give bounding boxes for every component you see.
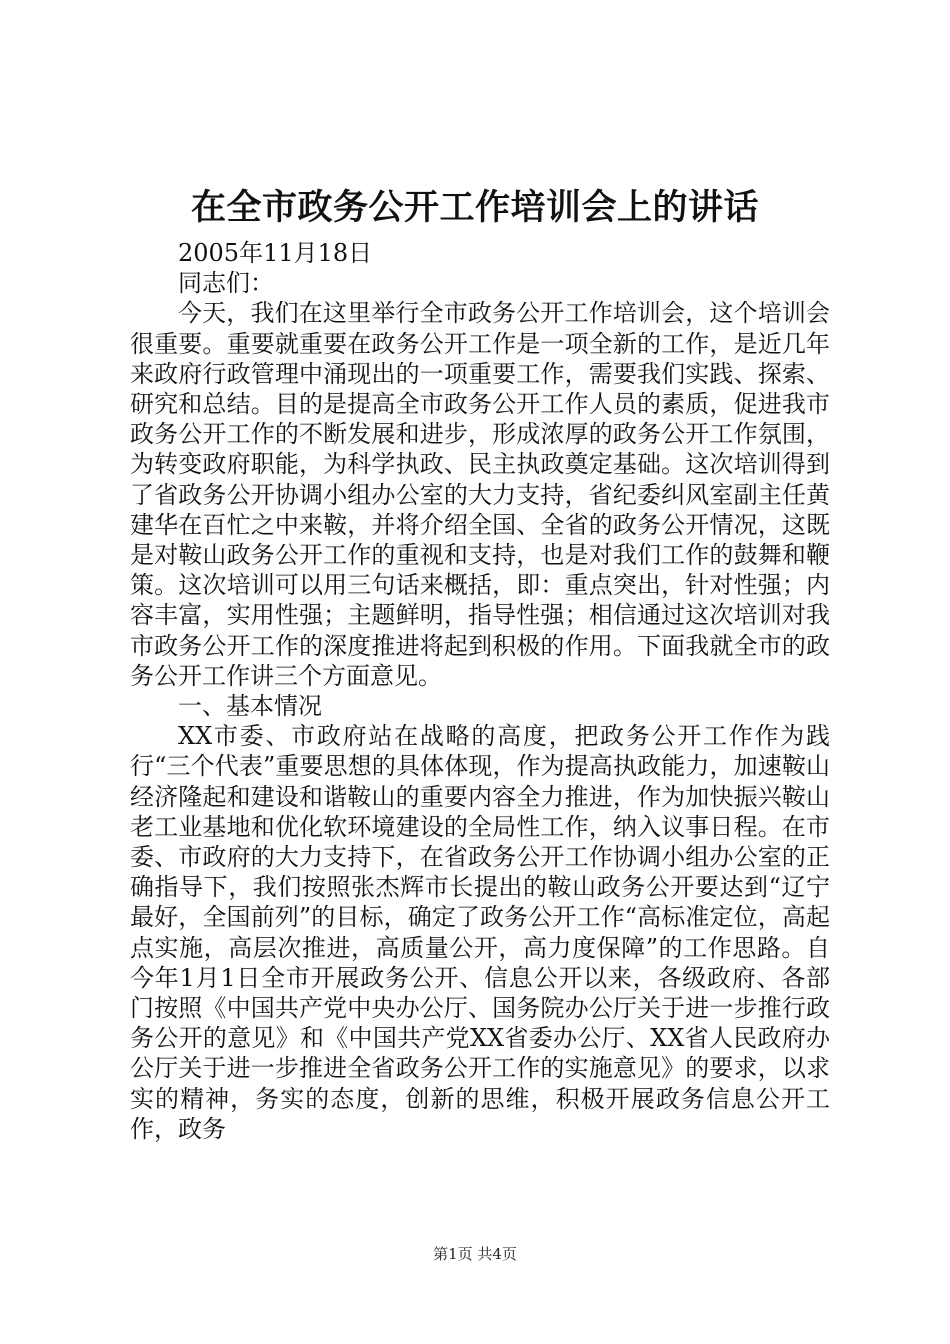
document-body bbox=[130, 238, 830, 1144]
document-title: 在全市政务公开工作培训会上的讲话 bbox=[190, 187, 759, 228]
paragraph-basic-situation: XX市委、市政府站在战略的高度，把政务公开工作作为践行“三个代表”重要思想的具体体现，作为提高执政能力，加速鞍山经济隆起和建设和谐鞍山的重要内容全力推进，作为加快振兴鞍山老工业基地和优化软环境建设的全局性工作，纳入议事日程。在市委、市政府的大力支持下，在省政务公开工作协调小组办公室的正确指导下，我们按照张杰辉市长提出的鞍山政务公开要达到“辽宁最好，全国前列”的目标，确定了政务公开工作“高标准定位，高起点实施，高层次推进，高质量公开，高力度保障”的工作思路。自今年1月1日全市开展政务公开、信息公开以来，各级政府、各部门按照《中国共产党中央办公厅、国务院办公厅关于进一步推行政务公开的意见》和《中国共产党XX省委办公厅、XX省人民政府办公厅关于进一步推进全省政务公开工作的实施意见》的要求，以求实的精神，务实的态度，创新的思维，积极开展政务信息公开工作，政务 bbox=[130, 722, 830, 1143]
page-number: 第1页 共4页 bbox=[433, 1245, 517, 1263]
section-heading-basic-situation: 一、基本情况 bbox=[178, 692, 322, 721]
document-date: 2005年11月18日 bbox=[178, 239, 373, 267]
paragraph-opening: 今天，我们在这里举行全市政务公开工作培训会，这个培训会很重要。重要就重要在政务公开工作是一项全新的工作，是近几年来政府行政管理中涌现出的一项重要工作，需要我们实践、探索、研究和总结。目的是提高全市政务公开工作人员的素质，促进我市政务公开工作的不断发展和进步，形成浓厚的政务公开工作氛围，为转变政府职能，为科学执政、民主执政奠定基础。这次培训得到了省政务公开协调小组办公室的大力支持，省纪委纠风室副主任黄建华在百忙之中来鞍，并将介绍全国、全省的政务公开情况，这既是对鞍山政务公开工作的重视和支持，也是对我们工作的鼓舞和鞭策。这次培训可以用三句话来概括，即：重点突出，针对性强；内容丰富，实用性强；主题鲜明，指导性强；相信通过这次培训对我市政务公开工作的深度推进将起到积极的作用。下面我就全市的政务公开工作讲三个方面意见。 bbox=[130, 299, 830, 690]
salutation: 同志们： bbox=[178, 269, 274, 298]
